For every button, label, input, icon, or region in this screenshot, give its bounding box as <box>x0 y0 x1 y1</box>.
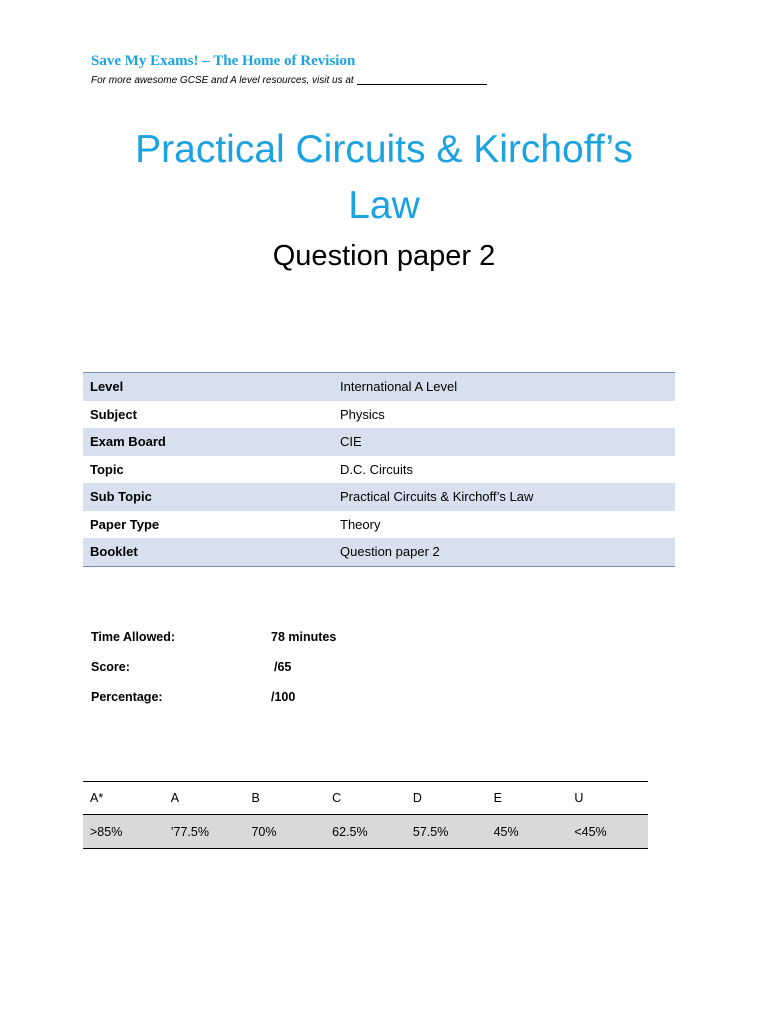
header-tagline <box>91 75 487 86</box>
percentage-label: Percentage: <box>91 690 163 704</box>
grade-value: 70% <box>251 824 277 839</box>
page-title <box>84 122 684 234</box>
info-row-subject <box>83 401 675 429</box>
grade-header: D <box>412 791 422 805</box>
info-value: CIE <box>340 434 362 450</box>
tagline-blank-line <box>357 84 487 85</box>
info-label: Paper Type <box>90 516 160 532</box>
info-label: Level <box>90 379 124 395</box>
time-allowed-label: Time Allowed: <box>91 630 176 644</box>
info-value: Physics <box>340 406 385 422</box>
grade-value: 62.5% <box>332 824 368 839</box>
grade-value: <45% <box>574 824 607 839</box>
info-label: Exam Board <box>90 434 166 450</box>
tagline-text: For more awesome GCSE and A level resources, visit us at <box>91 75 354 86</box>
page-title-line-2: Law <box>348 184 420 227</box>
grade-header: E <box>493 791 502 805</box>
info-row-exam-board <box>83 428 675 456</box>
grade-values-row <box>83 814 648 848</box>
grade-value: ’77.5% <box>170 824 209 839</box>
info-value: Theory <box>340 516 381 532</box>
page-title-line-1: Practical Circuits & Kirchoff’s <box>135 128 633 171</box>
info-value: International A Level <box>340 379 458 395</box>
info-label: Sub Topic <box>90 489 152 505</box>
score-label: Score: <box>91 660 130 674</box>
info-label: Topic <box>90 461 124 477</box>
info-row-sub-topic <box>83 483 675 511</box>
grade-value: 57.5% <box>412 824 449 839</box>
score-row <box>91 660 491 690</box>
brand-title: Save My Exams! – The Home of Revision <box>91 53 356 69</box>
grade-header: A <box>170 791 180 805</box>
percentage-row <box>91 690 491 720</box>
info-value: Practical Circuits & Kirchoff’s Law <box>340 489 534 505</box>
info-value: D.C. Circuits <box>340 461 413 477</box>
info-label: Booklet <box>90 544 138 560</box>
percentage-value: /100 <box>271 690 296 704</box>
info-label: Subject <box>90 406 137 422</box>
grade-value: >85% <box>90 824 123 839</box>
info-table <box>83 372 675 567</box>
grade-boundaries-table <box>83 781 648 849</box>
score-value: /65 <box>274 660 292 674</box>
info-row-booklet <box>83 538 675 566</box>
info-row-topic <box>83 456 675 484</box>
grade-header: B <box>251 791 260 805</box>
grade-header: C <box>332 791 342 805</box>
info-row-paper-type <box>83 511 675 539</box>
info-value: Question paper 2 <box>340 544 440 560</box>
page-subtitle: Question paper 2 <box>272 240 496 272</box>
grade-header: A* <box>90 791 104 805</box>
time-allowed-value: 78 minutes <box>271 630 337 644</box>
grade-header-row <box>83 782 648 814</box>
grade-header: U <box>574 791 584 805</box>
exam-details <box>91 630 491 720</box>
info-row-level <box>83 373 675 401</box>
grade-value: 45% <box>493 824 519 839</box>
time-allowed-row <box>91 630 491 660</box>
